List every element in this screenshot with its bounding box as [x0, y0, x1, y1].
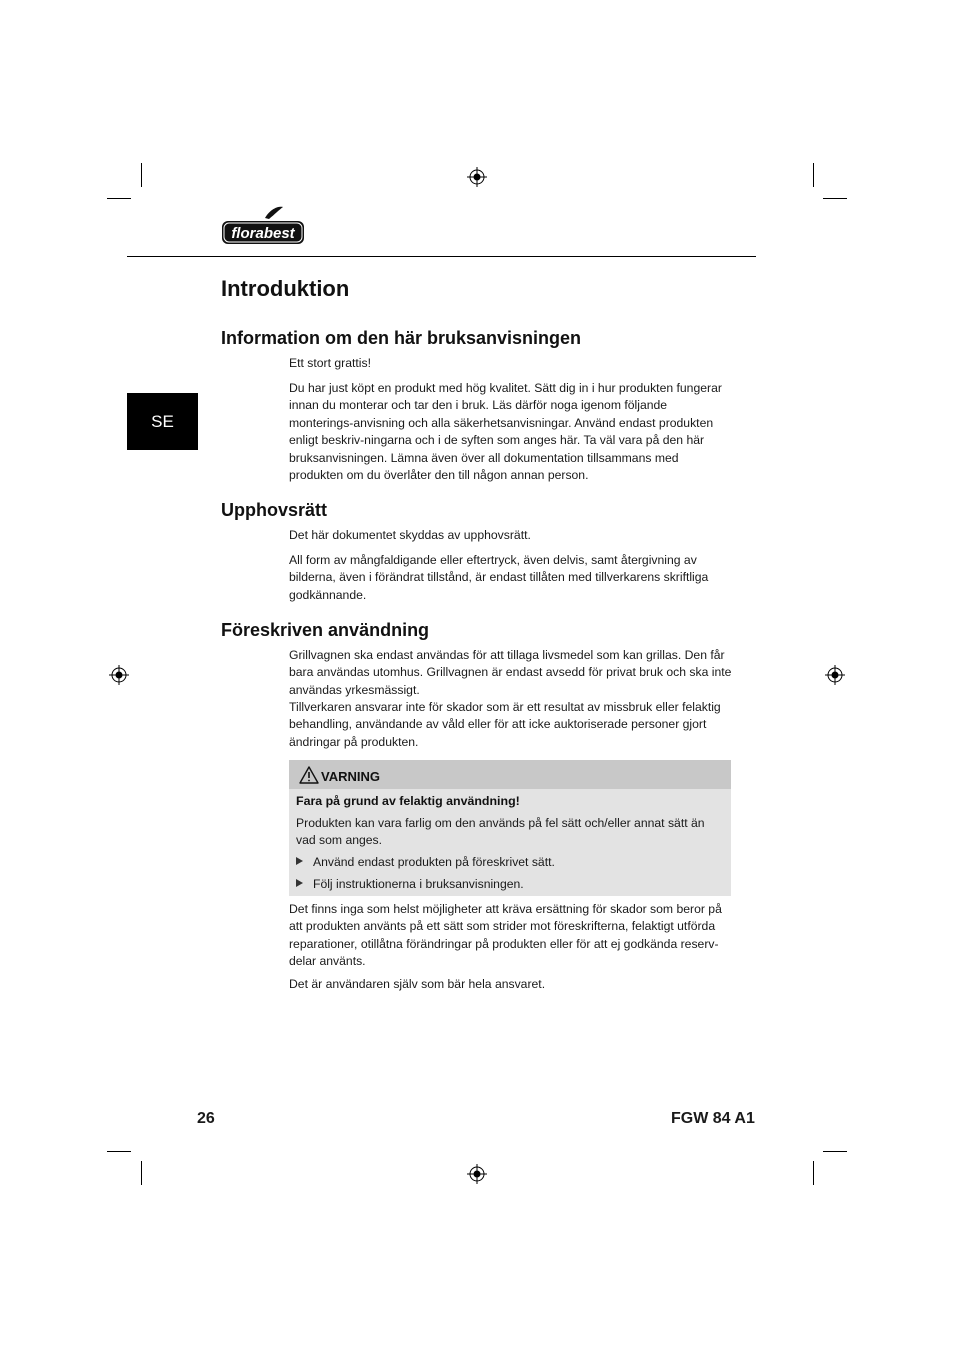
- bullet-text: Använd endast produkten på föreskrivet sätt.: [313, 855, 555, 869]
- crop-mark: [141, 1161, 142, 1185]
- florabest-logo: [221, 206, 305, 246]
- warning-bullet: [296, 855, 555, 869]
- paragraph: Det här dokumentet skyddas av upphovsrätt.: [289, 528, 531, 542]
- warning-text: Produkten kan vara farlig om den används på fel sätt och/eller annat sätt än vad som anges.: [296, 816, 705, 848]
- bullet-text: Följ instruktionerna i bruksanvisningen.: [313, 877, 524, 891]
- paragraph: Ett stort grattis!: [289, 356, 371, 370]
- page-title: Introduktion: [221, 276, 350, 301]
- model-number: FGW 84 A1: [671, 1110, 755, 1127]
- section-heading: Information om den här bruksanvisningen: [221, 328, 582, 348]
- paragraph: Det finns inga som helst möjligheter att kräva ersättning för skador som beror på att produkten använts på ett sätt som strider mot föreskrifterna, felaktigt utförda reparationer, otillåtna förändringar på produkten eller för att ej godkända reserv-delar använts.: [289, 902, 722, 969]
- warning-label: VARNING: [321, 769, 380, 784]
- crop-mark: [813, 1161, 814, 1185]
- warning-subtitle: Fara på grund av felaktig användning!: [296, 794, 520, 808]
- language-tab: SE: [127, 393, 198, 450]
- bullet-arrow-icon: [296, 857, 303, 865]
- section-heading: Upphovsrätt: [221, 500, 328, 520]
- registration-mark-icon: [467, 1164, 487, 1184]
- logo-text: florabest: [231, 225, 295, 242]
- crop-mark: [141, 163, 142, 187]
- crop-mark: [107, 198, 131, 199]
- crop-mark: [813, 163, 814, 187]
- registration-mark-icon: [825, 665, 845, 685]
- warning-bullet: [296, 877, 524, 891]
- header-rule: [127, 256, 756, 257]
- paragraph: Tillverkaren ansvarar inte för skador som är ett resultat av missbruk eller felaktig behandling, användande av våld eller för att icke auktoriserade personer gjort ändringar på produkten.: [289, 700, 721, 749]
- paragraph: All form av mångfaldigande eller eftertryck, även delvis, samt återgivning av bilderna, även i förändrat tillstånd, är endast tillåten med tillverkarens skriftliga godkännande.: [289, 553, 709, 602]
- registration-mark-icon: [109, 665, 129, 685]
- paragraph: Det är användaren själv som bär hela ansvaret.: [289, 977, 546, 991]
- warning-header: [289, 760, 731, 789]
- bullet-arrow-icon: [296, 879, 303, 887]
- registration-mark-icon: [467, 167, 487, 187]
- crop-mark: [107, 1151, 131, 1152]
- warning-box: [289, 760, 731, 896]
- crop-mark: [823, 1151, 847, 1152]
- crop-mark: [823, 198, 847, 199]
- paragraph: Grillvagnen ska endast användas för att tillaga livsmedel som kan grillas. Den får bara användas utomhus. Grillvagnen är endast avsedd för privat bruk och ska inte användas yrkesmässigt.: [289, 648, 732, 697]
- section-heading: Föreskriven användning: [221, 620, 430, 640]
- warning-triangle-icon: [299, 766, 319, 784]
- paragraph: Du har just köpt en produkt med hög kvalitet. Sätt dig in i hur produkten fungerar innan du monterar och tar den i bruk. Läs därför noga igenom följande monterings-anvisning och alla säkerhetsanvisningar. Använd endast produkten enligt beskriv-ningarna och i de syften som anges här. Ta väl vara på den här bruksanvisningen. Lämna även över all dokumentation tillsammans med produkten om du överlåter den till någon annan person.: [289, 381, 722, 483]
- page-number: 26: [197, 1110, 215, 1127]
